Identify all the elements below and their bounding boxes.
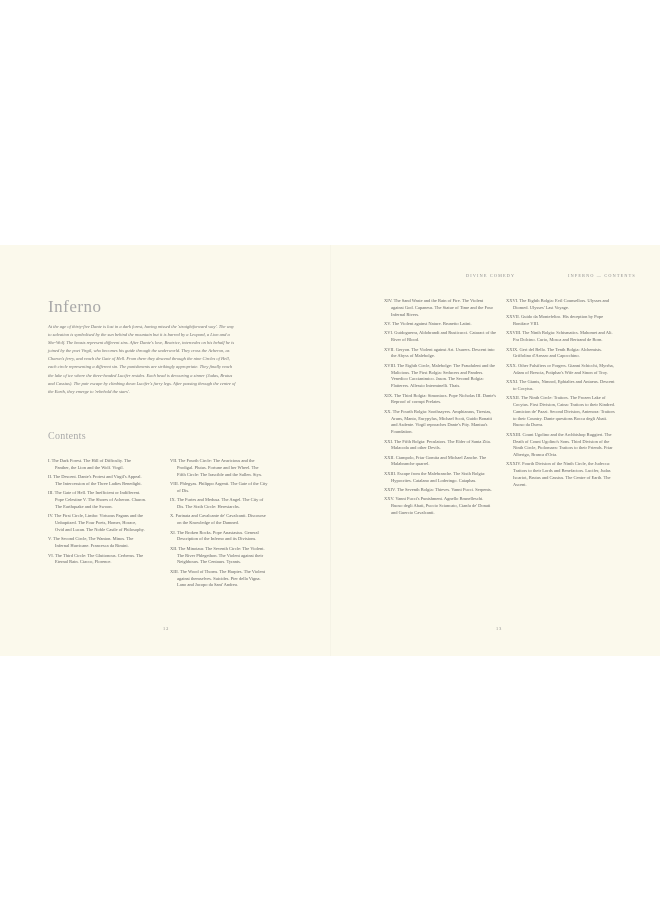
toc-entry: XIII. The Wood of Thorns. The Harpies. The Violent against themselves. Suicides. Pier della Vigna. Lano and Jacopo da Sant' Andrea. bbox=[170, 568, 265, 588]
toc-entry: IX. The Furies and Medusa. The Angel. The City of Dis. The Sixth Circle: Heresiarchs. bbox=[170, 497, 264, 509]
toc-entry: XXXII. The Ninth Circle: Traitors. The Frozen Lake of Cocytus. First Division, Caina: Traitors to their Kindred. Camicion de' Pazzi. Second Division, Antenora: Traitors to their Country. Dante questions Bocca degli Abati. Buoso da Duera. bbox=[506, 395, 615, 428]
toc-column-1 bbox=[48, 458, 146, 569]
toc-entry: V. The Second Circle, The Wanton. Minos. The Infernal Hurricane. Francesca da Rimini. bbox=[48, 536, 134, 549]
toc-entry: XXIX. Geri del Bello. The Tenth Bolgia: Alchemists. Griffolino d'Arezzo and Capocchino. bbox=[506, 346, 603, 359]
toc-entry: XII. The Minotaur. The Seventh Circle: The Violent. The River Phlegethon. The Violent against their Neighbours. The Centaurs. Tyrants. bbox=[170, 545, 265, 565]
page-number-left: 12 bbox=[163, 626, 170, 631]
page-number-right: 13 bbox=[496, 626, 503, 631]
toc-column-3 bbox=[384, 298, 496, 519]
book-gutter bbox=[330, 245, 331, 656]
toc-entry: XXXI. The Giants, Nimrod, Ephialtes and Antaeus. Descent to Cocytus. bbox=[506, 378, 615, 391]
running-head-book: DIVINE COMEDY bbox=[466, 273, 516, 278]
toc-entry: XIV. The Sand Waste and the Rain of Fire. The Violent against God. Capaneus. The Statue of Time and the Four Infernal Rivers. bbox=[384, 298, 494, 317]
toc-entry: XVI. Guidoguerra, Aldobrandi and Rusticucci. Cataract of the River of Blood. bbox=[384, 330, 496, 343]
toc-entry: XI. The Broken Rocks. Pope Anastasius. General Description of the Inferno and its Divisions. bbox=[170, 529, 259, 542]
toc-entry: XXVII. Guido da Montefeltro. His deception by Pope Boniface VIII. bbox=[506, 314, 604, 326]
toc-entry: XX. The Fourth Bolgia: Soothsayers. Amphiaraus, Tiresias, Aruns, Manto, Eurypylus, Michael Scott, Guido Bonatti and Asdente. Virgil reproaches Dante's Pity. Mantua's Foundation. bbox=[384, 408, 492, 435]
toc-entry: XXVIII. The Ninth Bolgia: Schismatics. Mahomet and Ali. Fra Dolcino. Curio, Mosca and Bertrand de Born. bbox=[506, 330, 613, 343]
toc-entry: III. The Gate of Hell. The Inefficient or Indifferent. Pope Celestine V. The Shores of Acheron. Charon. The Earthquake and the Swoon. bbox=[48, 490, 146, 509]
toc-entry: VI. The Third Circle: The Gluttonous. Cerberus. The Eternal Rain. Ciacco, Florence. bbox=[48, 552, 144, 565]
running-head-section: INFERNO — CONTENTS bbox=[568, 273, 636, 278]
toc-entry: VII. The Fourth Circle: The Avaricious and the Prodigal. Plutus. Fortune and her Wheel. The Fifth Circle: The Irascible and the Sullen. Styx. bbox=[170, 458, 263, 477]
toc-entry: X. Farinata and Cavalcante de' Cavalcanti. Discourse on the Knowledge of the Damned. bbox=[170, 513, 266, 526]
toc-entry: XXX. Other Falsifiers or Forgers. Gianni Schicchi, Myrrha, Adam of Brescia, Potiphar's Wife and Sinon of Troy. bbox=[506, 362, 614, 375]
toc-entry: XIX. The Third Bolgia: Simoniacs. Pope Nicholas III. Dante's Reproof of corrupt Prelates. bbox=[384, 392, 497, 405]
toc-entry: XXIII. Escape from the Malebranche. The Sixth Bolgia: Hypocrites. Catalano and Loderingo. Caiaphas. bbox=[384, 470, 486, 483]
toc-entry: XXI. The Fifth Bolgia: Peculators. The Elder of Santa Zita. Malacoda and other Devils. bbox=[384, 438, 491, 451]
toc-entry: XVII. Geryon. The Violent against Art. Usurers. Descent into the Abyss of Malebolge. bbox=[384, 346, 495, 359]
toc-entry: XXXIII. Count Ugolino and the Archbishop Ruggieri. The Death of Count Ugolino's Sons. Third Division of the Ninth Circle, Ptolomaea: Traitors to their Friends. Friar Alberigo, Branca d'Oria. bbox=[506, 431, 613, 458]
toc-entry: XXIV. The Seventh Bolgia: Thieves. Vanni Fucci. Serpents. bbox=[384, 487, 492, 493]
toc-entry: II. The Descent. Dante's Protest and Virgil's Appeal. The Intercession of the Three Ladies Benedight. bbox=[48, 474, 142, 486]
intro-paragraph: At the age of thirty-five Dante is lost in a dark forest, having missed the 'straightforward way'. The way to salvation is symbolised by the sun behind the mountain but it is barred by a Leopard, a Lion and a She-Wolf. The beasts represent different sins. After Dante's love, Beatrice, intercedes on his behalf he is joined by the poet Virgil, who becomes his guide through the underworld. They cross the Acheron, as Charon's ferry, and reach the Gate of Hell. From there they descend through the nine Circles of Hell, each circle representing a different sin. The punishments are strikingly appropriate. They finally reach the lake of ice where the three-headed Lucifer resides. Each head is devouring a sinner (Judas, Brutus and Cassius). The pair escape by climbing down Lucifer's furry legs. After passing through the centre of the Earth, they emerge to 'rebehold the stars'. bbox=[48, 324, 236, 394]
toc-entry: XXII. Ciampolo, Friar Gomita and Michael Zanche. The Malabranche quarrel. bbox=[384, 454, 487, 467]
toc-column-2 bbox=[170, 458, 268, 592]
toc-entry: I. The Dark Forest. The Hill of Difficulty. The Panther, the Lion and the Wolf. Virgil. bbox=[48, 458, 131, 470]
toc-entry: XXVI. The Eighth Bolgia: Evil Counsellors. Ulysses and Diomed. Ulysses' Last Voyage. bbox=[506, 298, 610, 310]
toc-entry: IV. The First Circle, Limbo: Virtuous Pagans and the Unbaptized. The Four Poets, Homer, Horace, Ovid and Lucan. The Noble Castle of Philosophy. bbox=[48, 513, 145, 532]
toc-entry: VIII. Phlegyas. Philippo Argenti. The Gate of the City of Dis. bbox=[170, 480, 268, 493]
toc-entry: XXV. Vanni Fucci's Punishment. Agnello Brunelleschi. Buoso degli Abati, Puccio Sciancato, Cianfa de' Donati and Guercio Cavalcanti. bbox=[384, 496, 491, 516]
toc-column-4 bbox=[506, 298, 618, 491]
toc-entry: XXXIV. Fourth Division of the Ninth Circle, the Judecca: Traitors to their Lords and Benefactors. Lucifer, Judas Iscariot, Brutus and Cassius. The Centre of Earth. The Ascent. bbox=[506, 461, 611, 487]
toc-entry: XV. The Violent against Nature. Brunetto Latini. bbox=[384, 320, 472, 326]
page-title: Inferno bbox=[48, 297, 102, 316]
toc-entry: XVIII. The Eighth Circle, Malebolge: The Fraudulent and the Malicious. The First Bolgia: Seducers and Panders. Venedico Caccianimico. Jason. The Second Bolgia: Flatterers. Allessio Interminelli. Thais. bbox=[384, 362, 496, 389]
contents-heading: Contents bbox=[48, 431, 86, 442]
